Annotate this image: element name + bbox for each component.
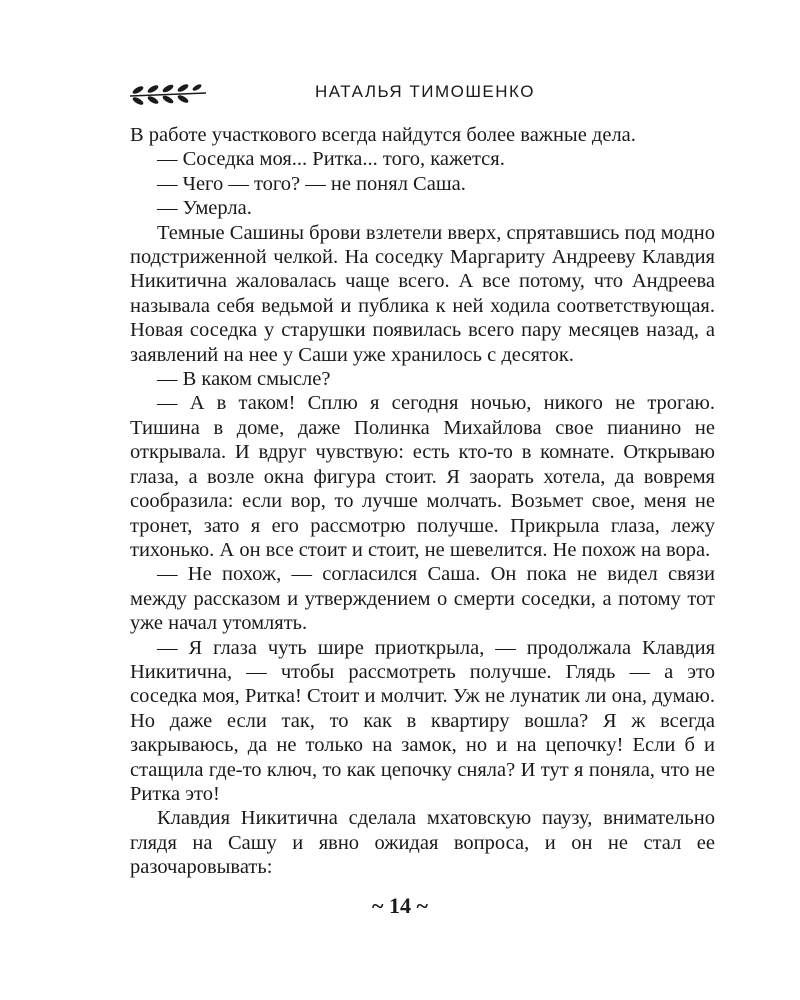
paragraph: В работе участкового всегда найдутся более важные дела. <box>130 124 636 146</box>
paragraph: — Умерла. <box>157 197 252 220</box>
leaf-ornament-icon <box>128 82 208 108</box>
running-header <box>128 80 728 112</box>
paragraph: Темные Сашины брови взлетели вверх, спрятавшись под модно подстриженной челкой. На соседку Маргариту Андрееву Клавдия Никитична жаловалась чаще всего. А все потому, что Андреева называла себя ведьмой и публика к ней ходила соответствующая. Новая соседка у старушки появилась всего пару месяцев назад, а заявлений на нее у Саши уже хранилось с десяток. <box>130 221 715 366</box>
page-body-text <box>130 123 715 880</box>
paragraph: — А в таком! Сплю я сегодня ночью, никого не трогаю. Тишина в доме, даже Полинка Михайлова свое пианино не открывала. И вдруг чувствую: есть кто-то в комнате. Открываю глаза, а возле окна фигура стоит. Я заорать хотела, да вовремя сообразила: если вор, то лучше молчать. Возьмет свое, меня не тронет, зато я его рассмотрю получше. Прикрыла глаза, лежу тихонько. А он все стоит и стоит, не шевелится. Не похож на вора. <box>130 392 715 561</box>
paragraph: — Чего — того? — не понял Саша. <box>157 172 466 195</box>
paragraph: Клавдия Никитична сделала мхатовскую паузу, внимательно глядя на Сашу и явно ожидая вопроса, и он не стал ее разочаровывать: <box>130 807 715 879</box>
paragraph: — Не похож, — согласился Саша. Он пока не видел связи между рассказом и утверждением о смерти соседки, а потому тот уже начал утомлять. <box>130 563 715 635</box>
page-number: ~ 14 ~ <box>372 893 428 918</box>
paragraph: — В каком смысле? <box>157 368 331 391</box>
paragraph: — Я глаза чуть шире приоткрыла, — продолжала Клавдия Никитична, — чтобы рассмотреть получше. Глядь — а это соседка моя, Ритка! Стоит и молчит. Уж не лунатик ли она, думаю. Но даже если так, то как в квартиру вошла? Я ж всегда закрываюсь, да не только на замок, но и на цепочку! Если б и стащила где-то ключ, то как цепочку сняла? И тут я поняла, что не Ритка это! <box>130 636 715 805</box>
paragraph: — Соседка моя... Ритка... того, кажется. <box>157 148 505 171</box>
author-name: НАТАЛЬЯ ТИМОШЕНКО <box>315 82 535 101</box>
